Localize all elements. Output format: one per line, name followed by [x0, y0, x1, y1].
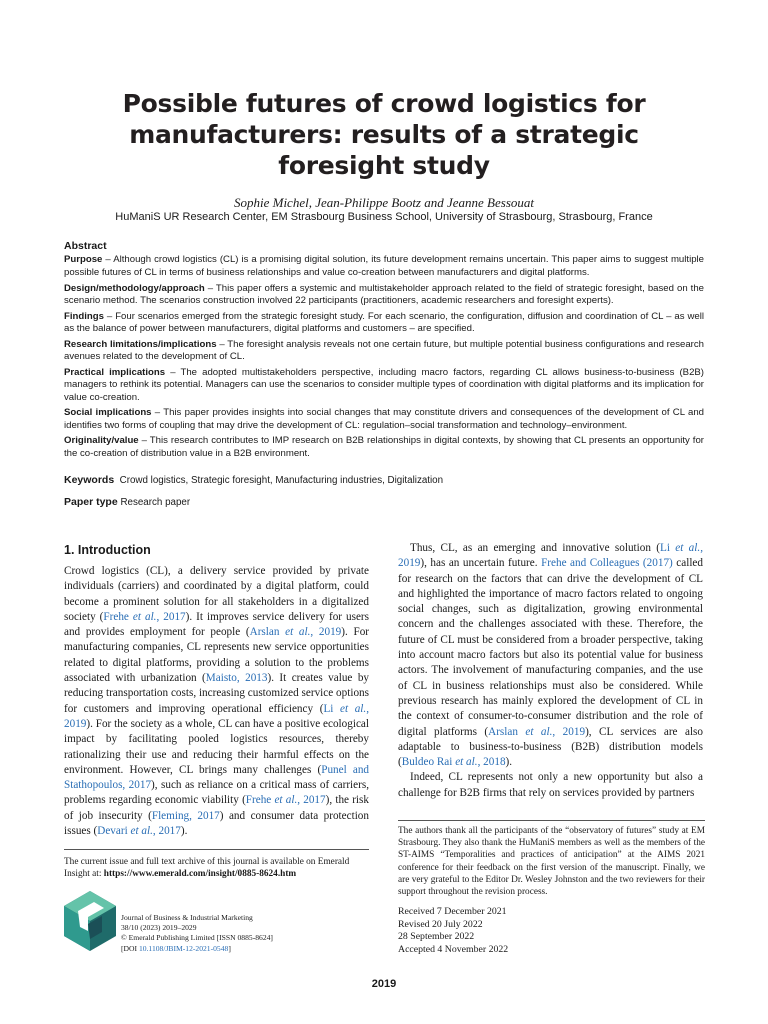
abstract-text: – Four scenarios emerged from the strategic foresight study. For each scenario, the configuration, diffusion and coordination of CL – as well as the balance of power between manufacturers, digital platforms and customers – are specified. [64, 310, 704, 335]
abstract-section [64, 339, 704, 364]
journal-info [121, 913, 341, 954]
citation-link[interactable]: et al. [285, 626, 311, 639]
date-accepted: Accepted 4 November 2022 [398, 943, 509, 955]
keywords-label: Keywords [64, 474, 115, 486]
body-text: ). It improves service delivery for users and provides employment for people ( [64, 610, 369, 639]
journal-publisher: © Emerald Publishing Limited [ISSN 0885-8624] [121, 933, 273, 943]
abstract-label: Purpose [64, 254, 103, 266]
abstract-section [64, 311, 704, 336]
abstract-section [64, 254, 704, 279]
article-title [64, 88, 704, 181]
title-line: manufacturers: results of a strategic [129, 120, 639, 149]
citation-link[interactable]: Frehe [103, 610, 133, 623]
abstract-label: Research limitations/implications [64, 338, 217, 350]
abstract-section [64, 367, 704, 404]
body-text: ). [505, 756, 513, 769]
body-text: ), the risk of job insecurity ( [64, 794, 369, 822]
emerald-logo-icon [64, 891, 116, 951]
citation-link[interactable]: Frehe and Colleagues (2017) [541, 557, 673, 570]
body-text: ), CL services are also adaptable to business-to-business (B2B) distribution models ( [398, 725, 703, 769]
citation-link[interactable]: Frehe [245, 794, 275, 807]
abstract-text: – This paper offers a systemic and multistakeholder approach related to the field of strategic foresight, based on the scenario method. The scenarios construction involved 22 participants (practitioners, academic researchers and foresight experts). [64, 282, 704, 306]
abstract-label: Findings [64, 310, 104, 322]
body-text: ). For the society as a whole, CL can have a positive ecological impact by facilitating pooled logistics resources, thereby rationalizing their use and reducing their harmful effects on the environment. However, CL brings many challenges ( [64, 717, 369, 776]
body-text: ), such as reliance on a critical mass of carriers, problems regarding economic viability ( [64, 779, 369, 807]
citation-link[interactable]: Fleming, 2017 [151, 809, 220, 822]
abstract-section [64, 435, 704, 460]
citation-link[interactable]: , 2019 [64, 702, 369, 730]
body-text: ). [180, 825, 188, 838]
body-text: Thus, CL, as an emerging and innovative solution ( [410, 542, 660, 554]
citation-link[interactable]: , 2019 [310, 626, 342, 639]
citation-link[interactable]: et al. [525, 725, 553, 738]
citation-link[interactable]: , 2018 [477, 756, 506, 769]
body-text: ). For manufacturing companies, CL represents new service opportunities related to digital platforms, providing a solution to the problems associated with urbanization ( [64, 626, 370, 685]
archive-note [64, 856, 374, 880]
body-text: called for research on the factors that can drive the development of CL and highlighted the importance of macro factors related to ongoing social changes, such as digitalization, growing environmental concern and the challenges associated with these. Therefore, the future of CL must be considered from a broader perspective, taking into account macro factors but also its potential value for business actors. The involvement of manufacturing companies, and the use of CL in business relationships must also be considered. While previous research has mainly explored the development of CL in the context of consumer-to-consumer distribution and the role of digital platforms ( [398, 557, 703, 738]
date-revised-2: 28 September 2022 [398, 931, 475, 943]
body-column-left [64, 564, 369, 839]
doi-prefix: [DOI [121, 943, 139, 953]
abstract-label: Social implications [64, 407, 152, 419]
title-line: Possible futures of crowd logistics for [122, 89, 646, 118]
abstract-text: – The adopted multistakeholders perspective, including macro factors, regarding CL allows business-to-business (B2B) managers to rethink its potential. Managers can use the scenarios to consider multiple types of coordination with digital platforms and its implication for value co-creation. [64, 366, 705, 403]
keywords [64, 474, 704, 486]
body-text: Crowd logistics (CL), a delivery service provided by private individuals (carriers) and coordinated by a digital platform, could become a prominent solution for all stakeholders in a digitalized society ( [64, 565, 369, 623]
footnote-divider [64, 849, 369, 850]
citation-link[interactable]: et al. [130, 825, 153, 838]
paper-type-text: Research paper [120, 497, 191, 508]
doi-link[interactable]: 10.1108/JBIM-12-2021-0548 [138, 943, 229, 953]
journal-url-link[interactable]: https://www.emerald.com/insight/0885-8624.htm [103, 869, 297, 880]
acknowledgement: The authors thank all the participants of the “observatory of futures” study at EM Strasbourg. They also thank the HuManiS members as well as the members of the ST-AIMS “Temporalities and practices of anticipation” at the AIMS 2021 conference for their feedback on the first version of the manuscript. Finally, we are very grateful to the Editor Dr. Wesley Johnston and the two reviewers for their support throughout the revision process. [398, 826, 705, 898]
abstract-label: Practical implications [64, 366, 166, 378]
citation-link[interactable]: , 2017 [297, 794, 326, 807]
citation-link[interactable]: Li [323, 702, 340, 715]
page-number: 2019 [371, 978, 397, 990]
abstract-text: – Although crowd logistics (CL) is a promising digital solution, its future development remains uncertain. This paper aims to suggest multiple possible futures of CL in terms of business relationships and value co-creation between manufacturers and digital platforms. [64, 254, 704, 278]
citation-link[interactable]: Punel and Stathopoulos, 2017 [64, 763, 370, 792]
journal-issue: 38/10 (2023) 2019–2029 [121, 923, 197, 933]
paper-type-label: Paper type [64, 496, 118, 508]
citation-link[interactable]: Buldeo Rai [401, 756, 456, 769]
affiliation: HuManiS UR Research Center, EM Strasbourg Business School, University of Strasbourg, Strasbourg, France [115, 211, 653, 223]
abstract-label: Originality/value [64, 435, 139, 447]
abstract-text: – The foresight analysis reveals not one certain future, but multiple potential business configurations and research avenues related to the development of CL. [64, 338, 704, 363]
body-text: ). It creates value by reducing transportation costs, increasing customized service options for customers and improving operational efficiency ( [64, 672, 370, 715]
citation-link[interactable]: et al. [455, 756, 478, 769]
citation-link[interactable]: et al. [340, 702, 367, 715]
footnote-divider [398, 820, 705, 821]
archive-note-text: The current issue and full text archive of this journal is available on Emerald Insight at: [64, 857, 350, 880]
title-line: foresight study [278, 151, 490, 180]
body-text: ), has an uncertain future. [420, 557, 542, 570]
abstract-text: – This paper provides insights into social changes that may constitute drivers and consequences of the development of CL and identifies two forms of coupling that may drive the development of CL: regulation–social transformation and technology–environment. [64, 407, 704, 431]
abstract-section [64, 407, 704, 432]
doi-suffix: ] [228, 943, 231, 953]
citation-link[interactable]: Arslan [249, 626, 286, 639]
authors: Sophie Michel, Jean-Philippe Bootz and Jeanne Bessouat [233, 195, 534, 210]
article-dates [398, 906, 705, 956]
citation-link[interactable]: Arslan [488, 725, 526, 738]
journal-doi [121, 944, 341, 954]
paper-type [64, 496, 704, 508]
citation-link[interactable]: , 2019 [552, 725, 586, 738]
section-heading-introduction: 1. Introduction [64, 543, 151, 557]
date-revised: Revised 20 July 2022 [398, 918, 483, 930]
body-paragraph: Indeed, CL represents not only a new opportunity but also a challenge for B2B firms that rely on services provided by partners [398, 771, 703, 799]
citation-link[interactable]: Devari [97, 825, 131, 838]
abstract-label: Design/methodology/approach [64, 282, 205, 294]
citation-link[interactable]: , 2019 [398, 542, 703, 570]
citation-link[interactable]: , 2017 [156, 610, 186, 623]
citation-link[interactable]: , 2017 [152, 825, 181, 838]
citation-link[interactable]: et al. [132, 610, 157, 623]
citation-link[interactable]: et al. [274, 794, 298, 807]
date-received: Received 7 December 2021 [398, 906, 507, 917]
citation-link[interactable]: et al. [675, 542, 701, 554]
abstract-section [64, 283, 704, 308]
abstract [64, 240, 704, 464]
body-column-right [398, 541, 703, 801]
abstract-heading: Abstract [64, 240, 107, 252]
body-paragraph [64, 564, 369, 839]
journal-name: Journal of Business & Industrial Marketing [121, 913, 253, 922]
abstract-text: – This research contributes to IMP research on B2B relationships in digital contexts, by showing that CL presents an opportunity for the co-creation of distribution value in a B2B environment. [64, 435, 704, 459]
body-text: ) and consumer data protection issues ( [64, 809, 369, 838]
body-paragraph [398, 541, 703, 770]
citation-link[interactable]: Li [660, 542, 676, 554]
keywords-text: Crowd logistics, Strategic foresight, Manufacturing industries, Digitalization [119, 475, 444, 486]
citation-link[interactable]: Maisto, 2013 [205, 672, 268, 685]
